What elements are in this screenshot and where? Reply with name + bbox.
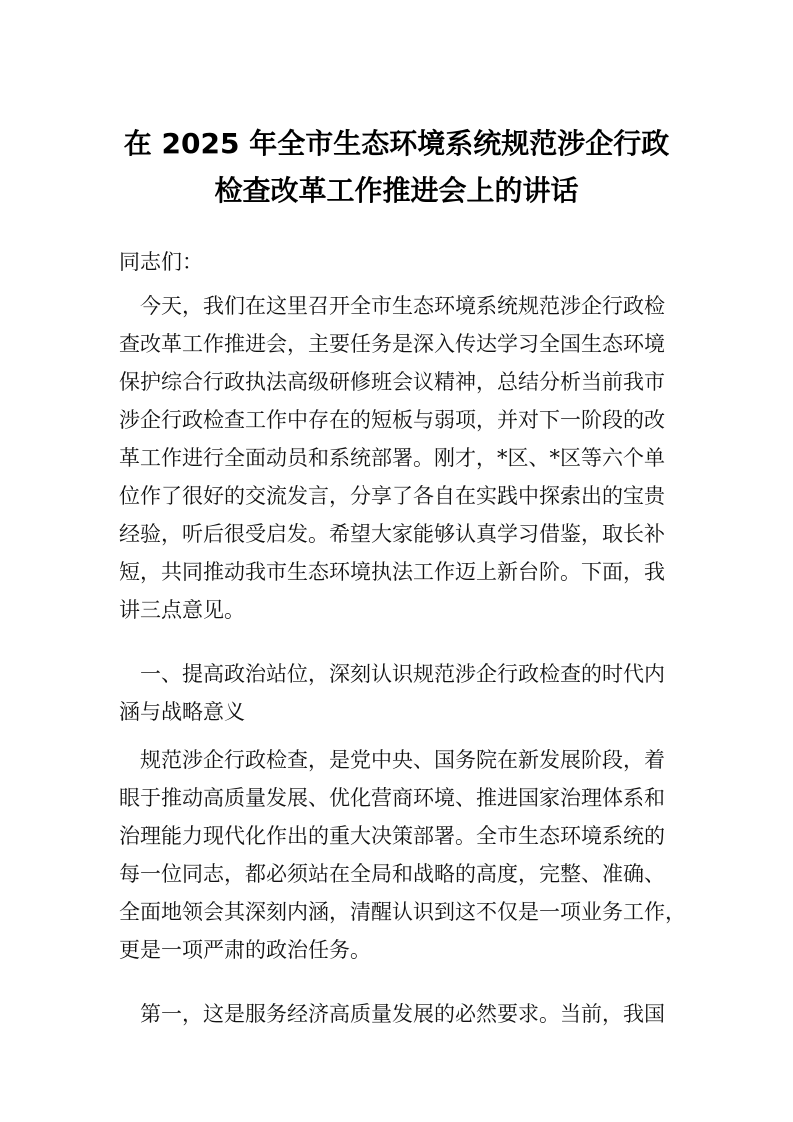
body-line: 经验，听后很受启发。希望大家能够认真学习借鉴，取长补 bbox=[119, 522, 665, 546]
body-line: 涉企行政检查工作中存在的短板与弱项，并对下一阶段的改 bbox=[119, 408, 665, 432]
body-line: 眼于推动高质量发展、优化营商环境、推进国家治理体系和 bbox=[119, 786, 665, 810]
body-line: 第一，这是服务经济高质量发展的必然要求。当前，我国 bbox=[119, 1002, 665, 1026]
section-heading-line: 一、提高政治站位，深刻认识规范涉企行政检查的时代内 bbox=[119, 662, 665, 686]
body-line: 治理能力现代化作出的重大决策部署。全市生态环境系统的 bbox=[119, 824, 665, 848]
body-line: 更是一项严肃的政治任务。 bbox=[119, 938, 371, 962]
body-line: 查改革工作推进会，主要任务是深入传达学习全国生态环境 bbox=[119, 332, 665, 356]
body-line: 讲三点意见。 bbox=[119, 598, 245, 622]
document-title-line-1: 在 2025 年全市生态环境系统规范涉企行政 bbox=[123, 127, 670, 160]
salutation: 同志们： bbox=[119, 250, 203, 274]
body-line: 短，共同推动我市生态环境执法工作迈上新台阶。下面，我 bbox=[119, 560, 665, 584]
body-line: 今天，我们在这里召开全市生态环境系统规范涉企行政检 bbox=[119, 294, 665, 318]
body-line: 每一位同志，都必须站在全局和战略的高度，完整、准确、 bbox=[119, 862, 665, 886]
body-line: 全面地领会其深刻内涵，清醒认识到这不仅是一项业务工作， bbox=[119, 900, 686, 924]
body-line: 保护综合行政执法高级研修班会议精神，总结分析当前我市 bbox=[119, 370, 665, 394]
document-title-line-2: 检查改革工作推进会上的讲话 bbox=[214, 174, 579, 207]
body-line: 规范涉企行政检查，是党中央、国务院在新发展阶段，着 bbox=[119, 748, 665, 772]
section-heading-line: 涵与战略意义 bbox=[119, 700, 245, 724]
body-line: 革工作进行全面动员和系统部署。刚才，*区、*区等六个单 bbox=[119, 446, 665, 470]
body-line: 位作了很好的交流发言，分享了各自在实践中探索出的宝贵 bbox=[119, 484, 665, 508]
